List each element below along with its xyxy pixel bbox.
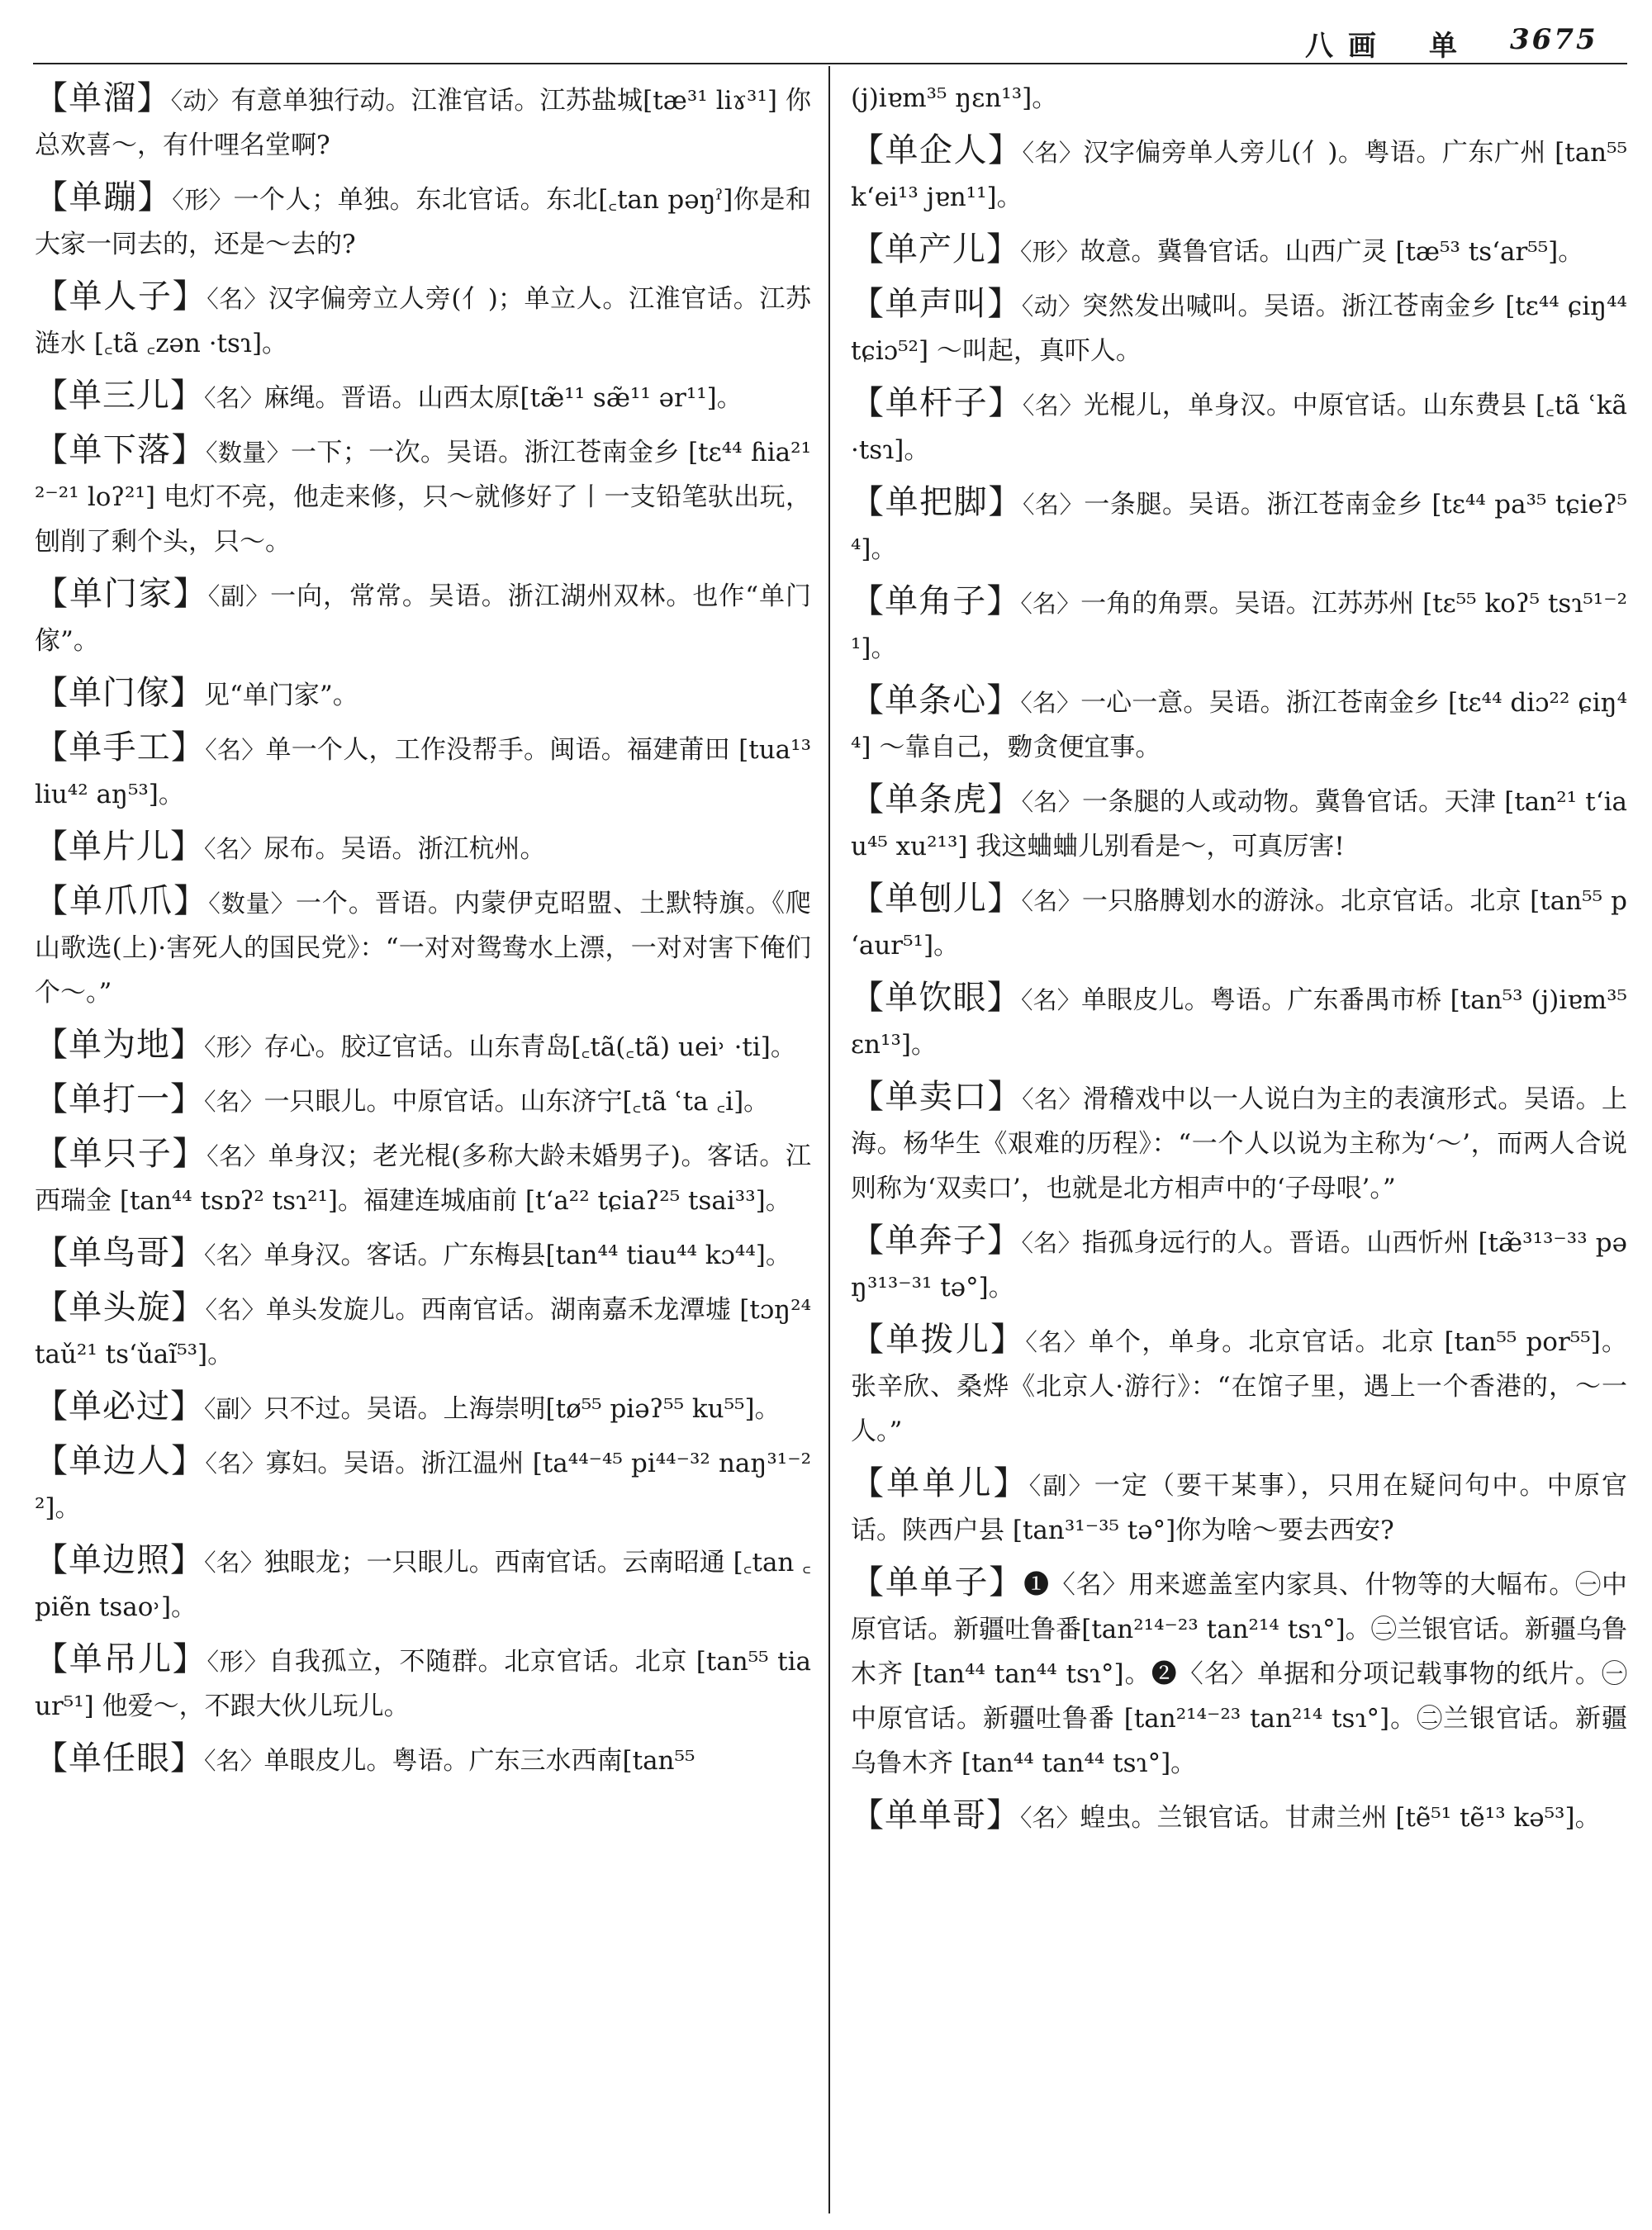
dictionary-entry bbox=[35, 1022, 811, 1070]
entry-definition: 一只眼儿。中原官话。山东济宁[꜀tã ʿta ꜀i]。 bbox=[263, 1087, 770, 1117]
right-column bbox=[851, 76, 1627, 1848]
entry-part-of-speech: 〈名〉 bbox=[1022, 391, 1085, 420]
entry-part-of-speech: 〈名〉 bbox=[204, 1088, 264, 1116]
entry-headword: 【单头旋】 bbox=[35, 1288, 206, 1326]
entry-part-of-speech: 〈名〉 bbox=[1022, 139, 1084, 167]
entry-headword: 【单条心】 bbox=[851, 681, 1021, 719]
entry-definition: 汉字偏旁单人旁儿(亻)。粤语。广东广州 [tan⁵⁵ kʻei¹³ jɐn¹¹]。 bbox=[851, 138, 1627, 212]
dictionary-entry bbox=[851, 227, 1627, 274]
entry-definition: 见“单门家”。 bbox=[204, 681, 358, 710]
entry-definition: 一条腿。吴语。浙江苍南金乡 [tɛ⁴⁴ pa³⁵ tɕieʔ⁵⁴]。 bbox=[851, 490, 1627, 564]
entry-part-of-speech: 〈数量〉 bbox=[208, 890, 296, 918]
entry-part-of-speech: 〈名〉 bbox=[1020, 1804, 1080, 1832]
entry-definition: ❶〈名〉用来遮盖室内家具、什物等的大幅布。㊀中原官话。新疆吐鲁番[tan²¹⁴⁻²³ tan²¹⁴ tsɿ°]。㊁兰银官话。新疆乌鲁木齐 [tan⁴⁴ tan⁴⁴ tsɿ°]。❷〈名〉单据和分项记载事物的纸片。㊀中原官话。新疆吐鲁番 [tan²¹⁴⁻²³ tan²¹⁴ tsɿ°]。㊁兰银官话。新疆乌鲁木齐 [tan⁴⁴ tan⁴⁴ tsɿ°]。 bbox=[851, 1570, 1628, 1778]
entry-definition: 单身汉；老光棍(多称大龄未婚男子)。客话。江西瑞金 [tan⁴⁴ tsɒʔ² tsɿ²¹]。福建连城庙前 [tʻa²² tɕiaʔ²⁵ tsai³³]。 bbox=[35, 1141, 811, 1216]
entry-part-of-speech: 〈名〉 bbox=[1022, 491, 1085, 519]
entry-part-of-speech: 〈名〉 bbox=[204, 1241, 264, 1269]
dictionary-entry bbox=[35, 824, 811, 871]
entry-headword: 【单边照】 bbox=[35, 1541, 205, 1579]
entry-definition: 单眼皮儿。粤语。广东番禺市桥 [tan⁵³ (j)iɐm³⁵ ɛn¹³]。 bbox=[851, 985, 1627, 1060]
entry-headword: 【单下落】 bbox=[35, 431, 206, 469]
dictionary-entry bbox=[851, 1793, 1627, 1840]
entry-definition: 光棍儿，单身汉。中原官话。山东费县 [꜀tã ʿkã ·tsɿ]。 bbox=[851, 391, 1627, 465]
entry-part-of-speech: 〈名〉 bbox=[205, 736, 266, 764]
entry-headword: 【单边人】 bbox=[35, 1442, 206, 1480]
entry-headword: 【单拨儿】 bbox=[851, 1321, 1026, 1359]
entry-definition: 单身汉。客话。广东梅县[tan⁴⁴ tiau⁴⁴ kɔ⁴⁴]。 bbox=[263, 1241, 791, 1270]
entry-part-of-speech: 〈形〉 bbox=[204, 1033, 264, 1061]
dictionary-entry bbox=[851, 381, 1627, 472]
entry-headword: 【单吊儿】 bbox=[35, 1640, 207, 1678]
entry-headword: 【单企人】 bbox=[851, 131, 1023, 169]
entry-definition: 一定（要干某事），只用在疑问句中。中原官话。陕西户县 [tan³¹⁻³⁵ tə°]你为啥～要去西安? bbox=[851, 1471, 1628, 1545]
entry-definition: 一个人；单独。东北官话。东北[꜀tan pəŋˀ]你是和大家一同去的，还是～去的? bbox=[35, 185, 812, 259]
entry-part-of-speech: 〈动〉 bbox=[1021, 292, 1083, 320]
entry-part-of-speech: 〈动〉 bbox=[170, 87, 231, 115]
entry-part-of-speech: 〈名〉 bbox=[1020, 986, 1081, 1014]
entry-headword: 【单杆子】 bbox=[851, 384, 1023, 422]
entry-part-of-speech: 〈名〉 bbox=[204, 1747, 264, 1775]
entry-part-of-speech: 〈名〉 bbox=[205, 1296, 266, 1324]
entry-headword: 【单单子】 bbox=[851, 1563, 1024, 1601]
dictionary-entry bbox=[35, 175, 811, 267]
entry-definition: 寡妇。吴语。浙江温州 [ta⁴⁴⁻⁴⁵ pi⁴⁴⁻³² naŋ³¹⁻²²]。 bbox=[35, 1449, 812, 1523]
dictionary-entry bbox=[35, 76, 811, 168]
dictionary-entry bbox=[851, 282, 1627, 373]
entry-part-of-speech: 〈名〉 bbox=[205, 1450, 266, 1478]
entry-headword: 【单卖口】 bbox=[851, 1078, 1023, 1116]
entry-definition: 一只胳膊划水的游泳。北京官话。北京 [tan⁵⁵ pʻaur⁵¹]。 bbox=[851, 886, 1627, 961]
dictionary-entry bbox=[851, 975, 1627, 1067]
entry-definition: 一条腿的人或动物。冀鲁官话。天津 [tan²¹ tʻiau⁴⁵ xu²¹³] 我这蛐蛐儿别看是～，可真厉害! bbox=[851, 787, 1627, 861]
entry-definition: 指孤身远行的人。晋语。山西忻州 [tæ̃³¹³⁻³³ pəŋ³¹³⁻³¹ tə°]。 bbox=[851, 1228, 1627, 1302]
left-column bbox=[35, 76, 811, 1791]
dictionary-entry bbox=[851, 1461, 1627, 1553]
entry-headword: 【单蹦】 bbox=[35, 178, 173, 216]
entry-headword: 【单手工】 bbox=[35, 728, 206, 766]
entry-part-of-speech: 〈名〉 bbox=[204, 384, 264, 412]
entry-definition: 麻绳。晋语。山西太原[tæ̃¹¹ sæ̃¹¹ ər¹¹]。 bbox=[263, 383, 743, 413]
entry-headword: 【单单儿】 bbox=[851, 1464, 1029, 1502]
dictionary-entry bbox=[35, 1538, 811, 1630]
dictionary-entry bbox=[35, 572, 811, 663]
entry-definition: 突然发出喊叫。吴语。浙江苍南金乡 [tɛ⁴⁴ ɕiŋ⁴⁴ tɕiɔ⁵²] ～叫起，真吓人。 bbox=[851, 292, 1627, 366]
entry-headword: 【单溜】 bbox=[35, 79, 171, 117]
entry-headword: 【单爪爪】 bbox=[35, 882, 209, 920]
page-number: 3675 bbox=[1510, 23, 1598, 56]
entry-continuation: (j)iɐm³⁵ ŋɛn¹³]。 bbox=[851, 83, 1058, 113]
entry-definition: 存心。胶辽官话。山东青岛[꜀tã(꜀tã) uei˒ ·ti]。 bbox=[263, 1032, 796, 1062]
dictionary-entry bbox=[851, 1560, 1627, 1786]
dictionary-entry bbox=[35, 274, 811, 366]
entry-part-of-speech: 〈形〉 bbox=[1020, 238, 1080, 266]
entry-part-of-speech: 〈副〉 bbox=[1028, 1472, 1094, 1500]
entry-part-of-speech: 〈副〉 bbox=[207, 582, 271, 610]
entry-headword: 【单奔子】 bbox=[851, 1222, 1022, 1260]
entry-definition: 一下；一次。吴语。浙江苍南金乡 [tɛ⁴⁴ ɦia²¹²⁻²¹ loʔ²¹] 电灯不亮，他走来修，只～就修好了丨一支铅笔驮出玩，刨削了剩个头，只～。 bbox=[35, 438, 812, 557]
entry-definition: 一个。晋语。内蒙伊克昭盟、土默特旗。《爬山歌选(上)·害死人的国民党》：“一对对鸳鸯水上漂，一对对害下俺们个～。” bbox=[35, 889, 812, 1008]
entry-headword: 【单打一】 bbox=[35, 1080, 204, 1118]
entry-headword: 【单条虎】 bbox=[851, 780, 1022, 818]
entry-definition: 独眼龙；一只眼儿。西南官话。云南昭通 [꜀tan ꜀piẽn tsao˒]。 bbox=[35, 1548, 811, 1622]
entry-definition: 单眼皮儿。粤语。广东三水西南[tan⁵⁵ bbox=[263, 1746, 695, 1776]
entry-headword: 【单为地】 bbox=[35, 1026, 204, 1064]
entry-definition: 单头发旋儿。西南官话。湖南嘉禾龙潭墟 [tɔŋ²⁴ taǔ²¹ tsʻǔaĩ⁵³]。 bbox=[35, 1295, 811, 1369]
entry-part-of-speech: 〈名〉 bbox=[1020, 689, 1081, 717]
entry-headword: 【单饮眼】 bbox=[851, 979, 1021, 1017]
entry-headword: 【单必过】 bbox=[35, 1388, 204, 1426]
entry-headword: 【单人子】 bbox=[35, 278, 207, 316]
entry-definition: 滑稽戏中以一人说白为主的表演形式。吴语。上海。杨华生《艰难的历程》：“一个人以说为主称为‘～’，而两人合说则称为‘双卖口’，也就是北方相声中的‘子母哏’。” bbox=[851, 1084, 1627, 1203]
entry-headword: 【单声叫】 bbox=[851, 285, 1022, 323]
entry-part-of-speech: 〈名〉 bbox=[1025, 1328, 1089, 1356]
dictionary-entry bbox=[35, 879, 811, 1015]
dictionary-entry bbox=[851, 876, 1627, 968]
entry-part-of-speech: 〈副〉 bbox=[204, 1395, 264, 1423]
entry-headword: 【单角子】 bbox=[851, 582, 1021, 620]
dictionary-entry bbox=[851, 1317, 1627, 1454]
dictionary-entry bbox=[35, 1132, 811, 1223]
entry-part-of-speech: 〈数量〉 bbox=[205, 439, 292, 467]
entry-part-of-speech: 〈形〉 bbox=[172, 186, 234, 214]
entry-part-of-speech: 〈形〉 bbox=[206, 1648, 269, 1676]
dictionary-entry bbox=[35, 1384, 811, 1431]
dictionary-entry bbox=[851, 1075, 1627, 1211]
entry-definition: 尿布。吴语。浙江杭州。 bbox=[263, 834, 546, 864]
entry-headword: 【单任眼】 bbox=[35, 1739, 204, 1777]
column-divider bbox=[828, 66, 830, 2213]
entry-definition: 单个，单身。北京官话。北京 [tan⁵⁵ por⁵⁵]。张辛欣、桑烨《北京人·游行》：“在馆子里，遇上一个香港的，～一人。” bbox=[851, 1327, 1627, 1446]
entry-part-of-speech: 〈名〉 bbox=[1021, 788, 1083, 816]
entry-definition: 蝗虫。兰银官话。甘肃兰州 [tẽ⁵¹ tẽ¹³ kə⁵³]。 bbox=[1080, 1803, 1601, 1833]
entry-definition: 一角的角票。吴语。江苏苏州 [tɛ⁵⁵ koʔ⁵ tsɿ⁵¹⁻²¹]。 bbox=[851, 589, 1627, 663]
dictionary-entry bbox=[35, 671, 811, 718]
entry-definition: 一心一意。吴语。浙江苍南金乡 [tɛ⁴⁴ diɔ²² ɕiŋ⁴⁴] ～靠自己，覅贪便宜事。 bbox=[851, 688, 1627, 762]
entry-headword: 【单单哥】 bbox=[851, 1796, 1020, 1834]
entry-headword: 【单只子】 bbox=[35, 1135, 207, 1173]
entry-headword: 【单门傢】 bbox=[35, 674, 204, 712]
entry-headword: 【单三儿】 bbox=[35, 377, 204, 415]
entry-part-of-speech: 〈名〉 bbox=[1021, 887, 1082, 915]
entry-definition: 只不过。吴语。上海崇明[tø⁵⁵ piəʔ⁵⁵ ku⁵⁵]。 bbox=[263, 1394, 781, 1424]
page-header bbox=[1305, 18, 1627, 64]
entry-headword: 【单产儿】 bbox=[851, 230, 1020, 268]
entry-definition: 汉字偏旁立人旁(亻)；单立人。江淮官话。江苏涟水 [꜀tã ꜀zən ·tsɿ]。 bbox=[35, 284, 812, 358]
section-character: 单 bbox=[1429, 30, 1457, 63]
entry-part-of-speech: 〈名〉 bbox=[206, 1142, 268, 1170]
entry-definition: 有意单独行动。江淮官话。江苏盐城[tæ³¹ liɤ³¹] 你总欢喜～，有什哩名堂啊? bbox=[35, 86, 811, 160]
dictionary-entry bbox=[35, 1285, 811, 1377]
entry-part-of-speech: 〈名〉 bbox=[204, 1549, 264, 1577]
entry-headword: 【单门家】 bbox=[35, 575, 208, 613]
dictionary-entry bbox=[35, 1439, 811, 1530]
entry-headword: 【单鸟哥】 bbox=[35, 1234, 204, 1272]
dictionary-entry bbox=[851, 1218, 1627, 1310]
entry-part-of-speech: 〈名〉 bbox=[1022, 1085, 1083, 1113]
dictionary-entry bbox=[35, 373, 811, 420]
dictionary-entry bbox=[851, 678, 1627, 770]
section-label: 八画 bbox=[1305, 30, 1391, 63]
entry-definition: 自我孤立，不随群。北京官话。北京 [tan⁵⁵ tiaur⁵¹] 他爱～，不跟大伙儿玩儿。 bbox=[35, 1647, 811, 1721]
entry-part-of-speech: 〈名〉 bbox=[1020, 590, 1081, 618]
dictionary-entry bbox=[35, 428, 811, 564]
dictionary-entry bbox=[851, 128, 1627, 220]
entry-definition: 故意。冀鲁官话。山西广灵 [tæ⁵³ tsʻar⁵⁵]。 bbox=[1080, 237, 1584, 267]
entry-headword: 【单刨儿】 bbox=[851, 880, 1022, 918]
dictionary-entry bbox=[851, 777, 1627, 869]
dictionary-entry bbox=[35, 1231, 811, 1278]
entry-part-of-speech: 〈名〉 bbox=[206, 285, 268, 313]
dictionary-entry bbox=[35, 1077, 811, 1124]
entry-definition: 单一个人，工作没帮手。闽语。福建莆田 [tua¹³ liu⁴² aŋ⁵³]。 bbox=[35, 735, 811, 809]
dictionary-entry bbox=[35, 1736, 811, 1783]
dictionary-entry bbox=[35, 1637, 811, 1729]
entry-headword: 【单把脚】 bbox=[851, 483, 1023, 521]
entry-part-of-speech: 〈名〉 bbox=[204, 835, 264, 863]
entry-part-of-speech: 〈名〉 bbox=[1021, 1229, 1082, 1257]
dictionary-entry bbox=[35, 725, 811, 817]
header-rule bbox=[33, 63, 1627, 64]
dictionary-entry bbox=[851, 579, 1627, 671]
entry-headword: 【单片儿】 bbox=[35, 828, 204, 866]
entry-definition: 一向，常常。吴语。浙江湖州双林。也作“单门傢”。 bbox=[35, 581, 811, 656]
dictionary-entry bbox=[851, 480, 1627, 572]
